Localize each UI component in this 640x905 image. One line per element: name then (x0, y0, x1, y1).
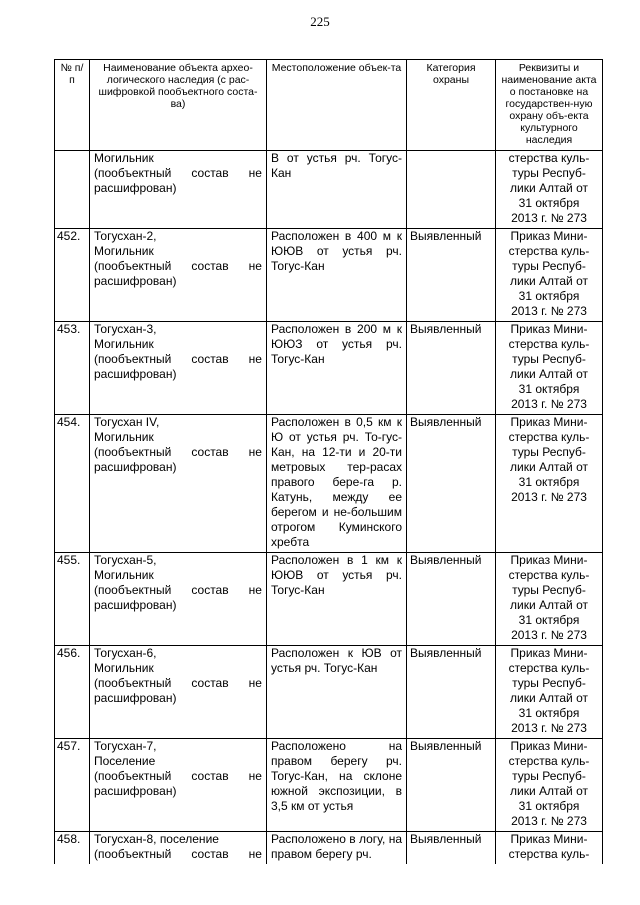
cell-location: В от устья рч. Тогус-Кан (267, 151, 407, 229)
table-row-truncated (55, 832, 603, 865)
name-type: Могильник (94, 151, 154, 165)
cell-category: Выявленный (407, 739, 496, 832)
table-row (55, 229, 603, 322)
cell-category: Выявленный (407, 832, 496, 865)
table-row (55, 553, 603, 646)
cell-name: Тогусхан-8, поселение (пообъектный состав не (90, 832, 267, 865)
cell-num: 457. (55, 739, 90, 832)
cell-category: Выявленный (407, 322, 496, 415)
cell-requisites: Приказ Мини- стерства куль- туры Респуб- лики Алтай от 31 октября 2013 г. № 273 (496, 553, 603, 646)
cell-location: Расположен в 200 м к ЮЮЗ от устья рч. Тогус-Кан (267, 322, 407, 415)
name-details-end: расшифрован) (94, 181, 177, 195)
header-name: Наименование объекта архео-логического наследия (с рас-шифровкой пообъектного соста-ва) (90, 60, 267, 151)
cell-num: 458. (55, 832, 90, 865)
cell-location: Расположено в логу, на правом берегу рч. (267, 832, 407, 865)
table-header-row (55, 60, 603, 151)
cell-requisites: Приказ Мини- стерства куль- туры Респуб- лики Алтай от 31 октября 2013 г. № 273 (496, 322, 603, 415)
cell-requisites: Приказ Мини- стерства куль- (496, 832, 603, 865)
heritage-registry-table (54, 59, 603, 864)
table-row-continued (55, 151, 603, 229)
cell-location: Расположен в 400 м к ЮЮВ от устья рч. Тогус-Кан (267, 229, 407, 322)
cell-category: Выявленный (407, 229, 496, 322)
name-details: (пообъектный состав не (94, 166, 262, 180)
cell-num: 454. (55, 415, 90, 553)
table-row (55, 646, 603, 739)
header-category: Категория охраны (407, 60, 496, 151)
cell-category (407, 151, 496, 229)
cell-requisites: стерства куль- туры Респуб- лики Алтай от 31 октября 2013 г. № 273 (496, 151, 603, 229)
cell-category: Выявленный (407, 646, 496, 739)
cell-category: Выявленный (407, 415, 496, 553)
cell-num: 452. (55, 229, 90, 322)
cell-location: Расположен в 0,5 км к Ю от устья рч. То-гус-Кан, на 12-ти и 20-ти метровых тер-расах правого бере-га р. Катунь, между ее берегом и не-большим отрогом Куминского хребта (267, 415, 407, 553)
cell-category: Выявленный (407, 553, 496, 646)
cell-num: 455. (55, 553, 90, 646)
page-number: 225 (310, 14, 330, 29)
table-row (55, 739, 603, 832)
header-num: № п/п (55, 60, 90, 151)
cell-name: Тогусхан-7, Поселение (пообъектный состав не расшифрован) (90, 739, 267, 832)
cell-num (55, 151, 90, 229)
table-row (55, 415, 603, 553)
cell-num: 453. (55, 322, 90, 415)
cell-name: Тогусхан IV, Могильник (пообъектный состав не расшифрован) (90, 415, 267, 553)
cell-requisites: Приказ Мини- стерства куль- туры Респуб- лики Алтай от 31 октября 2013 г. № 273 (496, 229, 603, 322)
cell-name (90, 151, 267, 229)
cell-location: Расположено на правом берегу рч. Тогус-Кан, на склоне южной экспозиции, в 3,5 км от устья (267, 739, 407, 832)
cell-name: Тогусхан-6, Могильник (пообъектный состав не расшифрован) (90, 646, 267, 739)
cell-name: Тогусхан-5, Могильник (пообъектный состав не расшифрован) (90, 553, 267, 646)
cell-location: Расположен к ЮВ от устья рч. Тогус-Кан (267, 646, 407, 739)
header-requisites: Реквизиты и наименование акта о постановке на государствен-ную охрану объ-екта культурного наследия (496, 60, 603, 151)
cell-requisites: Приказ Мини- стерства куль- туры Респуб- лики Алтай от 31 октября 2013 г. № 273 (496, 415, 603, 553)
cell-location: Расположен в 1 км к ЮЮВ от устья рч. Тогус-Кан (267, 553, 407, 646)
header-location: Местоположение объек-та (267, 60, 407, 151)
cell-requisites: Приказ Мини- стерства куль- туры Респуб- лики Алтай от 31 октября 2013 г. № 273 (496, 739, 603, 832)
cell-requisites: Приказ Мини- стерства куль- туры Респуб- лики Алтай от 31 октября 2013 г. № 273 (496, 646, 603, 739)
cell-name: Тогусхан-3, Могильник (пообъектный состав не расшифрован) (90, 322, 267, 415)
table-row (55, 322, 603, 415)
cell-name: Тогусхан-2, Могильник (пообъектный состав не расшифрован) (90, 229, 267, 322)
cell-num: 456. (55, 646, 90, 739)
